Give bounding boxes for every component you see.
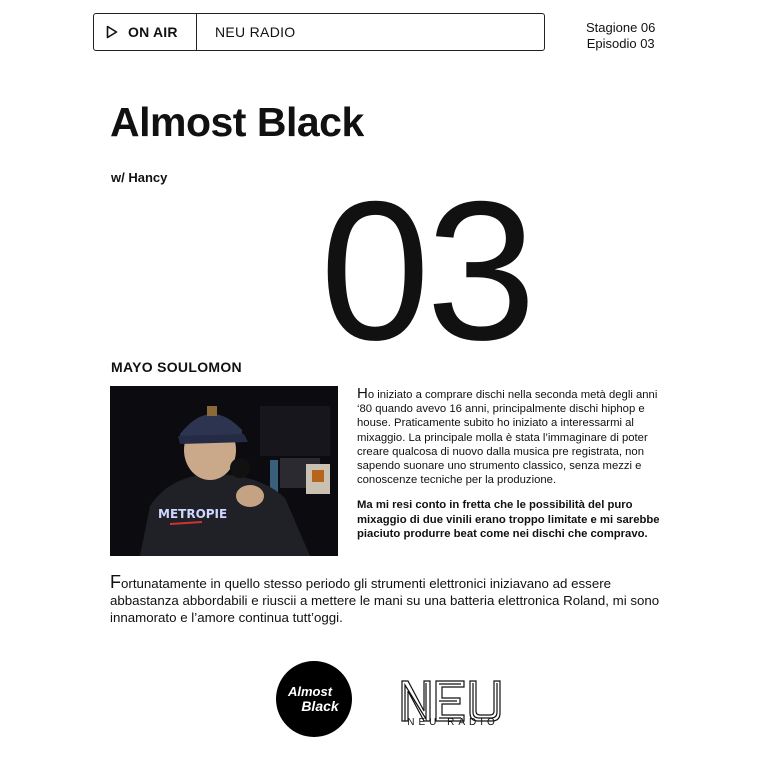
show-title: Almost Black [110,99,364,145]
play-icon[interactable] [106,25,118,39]
almost-black-logo-line2: Black [301,698,339,714]
station-label: NEU RADIO [215,24,296,40]
neu-radio-caption: NEU RADIO [407,717,499,728]
artist-name: MAYO SOULOMON [111,359,242,375]
on-air-button[interactable] [94,14,197,50]
on-air-label: ON AIR [128,24,178,40]
artist-photo [110,386,338,556]
closing-text: ortunatamente in quello stesso periodo gli strumenti elettronici iniziavano ad essere abbastanza abbordabili e riuscii a mettere le mani su una batteria elettronica Roland, mi sono innamorato e l’amore continua tutt’oggi. [110,576,660,625]
season-episode-info [586,20,655,52]
bio-paragraph-2: Ma mi resi conto in fretta che le possibilità del puro mixaggio di due vinili erano troppo limitate e mi sarebbe piaciuto produrre beat come nei dischi che compravo. [357,499,660,540]
shirt-print: METROPIE [158,507,228,521]
bio-dropcap: H [357,385,368,402]
host-label: w/ Hancy [111,170,168,185]
closing-dropcap: F [110,572,121,592]
episode-label: Episodio 03 [586,36,655,51]
artist-bio [357,387,669,552]
bio-paragraph-1 [357,387,669,487]
bio-paragraph-1-text: o iniziato a comprare dischi nella seconda metà degli anni ‘80 quando avevo 16 anni, principalmente dischi hiphop e house. Praticamente subito ho iniziato a interessarmi al mixaggio. La principale molla è stata l’immaginare di poter creare qualcosa di nuovo dalla musica pre registrata, non sapendo suonare uno strumento classico, senza mezzi e conoscenze tecniche per la produzione. [357,389,658,487]
on-air-bar[interactable] [93,13,545,51]
closing-paragraph [110,574,670,626]
episode-number: 03 [320,160,533,381]
almost-black-logo [276,661,352,737]
almost-black-logo-line1: Almost [287,684,333,699]
season-label: Stagione 06 [586,20,656,35]
